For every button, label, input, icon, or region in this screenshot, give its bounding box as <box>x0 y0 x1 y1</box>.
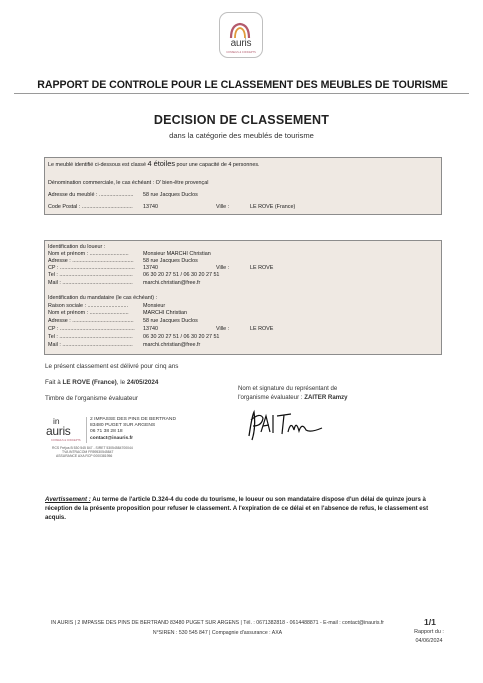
decision-title: DECISION DE CLASSEMENT <box>153 113 330 127</box>
loueur-ville-value: LE ROVE <box>250 265 274 271</box>
mandataire-nom-value: MARCHI Christian <box>143 310 188 316</box>
loueur-tel-value: 06 30 20 27 51 / 06 30 20 27 51 <box>143 272 220 278</box>
fait-date: 24/05/2024 <box>126 379 159 386</box>
meuble-cp-value: 13740 <box>143 204 158 210</box>
auris-logo <box>219 12 263 58</box>
meuble-ville-label: Ville : <box>216 204 230 210</box>
signatory-block <box>238 385 348 403</box>
mandataire-nom-label: Nom et prénom : .......................... <box>48 310 129 316</box>
stamp-legal: RCS Fréjus B 530 545 847 - SIRET 53054584700044 TVA INTRACOM FR59530545847 ASSURANCE AXA RCP 0000381956 <box>52 446 133 459</box>
classement-intro: Le meublé identifié ci-dessous est classé 4 étoiles pour une capacité de 4 personnes. <box>48 159 260 168</box>
fait-line: Fait à LE ROVE (France), le 24/05/2024 <box>45 379 159 386</box>
mandataire-mail-label: Mail : ............................................... <box>48 342 133 348</box>
loueur-cp-label: CP : .................................................. <box>48 265 135 271</box>
meuble-ville-value: LE ROVE (France) <box>250 204 296 210</box>
mandataire-tel-value: 06 30 20 27 51 / 06 30 20 27 51 <box>143 334 220 340</box>
mandataire-raison-label: Raison sociale : ........................... <box>48 303 128 309</box>
report-date-block <box>406 628 452 645</box>
classement-box <box>44 157 442 215</box>
stamp-address: 2 IMPASSE DES PINS DE BERTRAND 83480 PUGET SUR ARGENS 06 71 38 28 18 contact@inauris.fr <box>90 417 176 441</box>
logo-word: auris <box>230 38 252 49</box>
warning-paragraph <box>45 495 440 523</box>
mandataire-heading: Identification du mandataire (le cas échéant) : <box>48 295 158 301</box>
stamp-divider <box>86 417 87 443</box>
loueur-nom-value: Monsieur MARCHI Christian <box>143 251 211 257</box>
report-date-value: 04/06/2024 <box>415 637 443 644</box>
mandataire-cp-label: CP : .................................................. <box>48 326 135 332</box>
mandataire-cp-value: 13740 <box>143 326 158 332</box>
mandataire-ville-value: LE ROVE <box>250 326 274 332</box>
meuble-address-label: Adresse du meublé : ....................... <box>48 192 134 198</box>
footer-line2: N°SIREN : 530 545 847 | Compagnie d'assurance : AXA <box>152 630 283 636</box>
meuble-cp-label: Code Postal : .................................. <box>48 204 133 210</box>
mandataire-raison-value: Monsieur <box>143 303 166 309</box>
signatory-line1: Nom et signature du représentant de <box>238 385 338 392</box>
signatory-line2: l'organisme évaluateur : ZAITER Ramzy <box>238 393 348 401</box>
report-date-label: Rapport du : <box>414 629 444 635</box>
mandataire-adresse-value: 58 rue Jacques Duclos <box>143 318 198 324</box>
mandataire-mail-value: marchi.christian@free.fr <box>143 342 201 348</box>
handwritten-signature <box>246 406 326 444</box>
denomination-value: O' bien-être provençal <box>155 180 209 186</box>
logo-arches-icon <box>227 21 253 39</box>
page-number: 1/1 <box>424 617 436 627</box>
fait-place: LE ROVE (France) <box>62 379 117 386</box>
title-rule <box>14 93 469 94</box>
mandataire-tel-label: Tel : ................................................. <box>48 334 133 340</box>
loueur-adresse-value: 58 rue Jacques Duclos <box>143 258 198 264</box>
logo-tagline: CONSEILS & CONCEPTS <box>226 51 256 54</box>
loueur-mail-label: Mail : ............................................... <box>48 280 133 286</box>
footer <box>30 618 405 638</box>
signatory-name: ZAITER Ramzy <box>304 393 348 401</box>
warning-text: Au terme de l'article D.324-4 du code du tourisme, le loueur ou son mandataire dispose d'un délai de quinze jours à réception de la présente proposition pour refuser le classement. A l'expiration de ce délai et en l'absence de refus, le classement est acquis. <box>45 496 429 522</box>
loueur-tel-label: Tel : ................................................. <box>48 272 133 278</box>
mandataire-adresse-label: Adresse : ......................................... <box>48 318 134 324</box>
loueur-mail-value: marchi.christian@free.fr <box>143 280 201 286</box>
timbre-label: Timbre de l'organisme évaluateur <box>45 395 139 402</box>
loueur-cp-value: 13740 <box>143 265 158 271</box>
denomination-row: Dénomination commerciale, le cas échéant : O' bien-être provençal <box>48 180 209 186</box>
meuble-address-value: 58 rue Jacques Duclos <box>143 192 198 198</box>
mandataire-ville-label: Ville : <box>216 326 230 332</box>
loueur-nom-label: Nom et prénom : .......................... <box>48 251 129 257</box>
stars-value: 4 étoiles <box>147 159 176 168</box>
stamp-logo: in auris CONSEILS & CONCEPTS <box>46 416 81 442</box>
warning-label: Avertissement : <box>45 496 91 503</box>
loueur-ville-label: Ville : <box>216 265 230 271</box>
identification-box <box>44 240 442 355</box>
loueur-adresse-label: Adresse : ......................................... <box>48 258 134 264</box>
footer-line1: IN AURIS | 2 IMPASSE DES PINS DE BERTRAND 83480 PUGET SUR ARGENS | Tél. : 0671382818 - 0614488871 - E-mail : contact@inauris.fr <box>50 620 385 626</box>
decision-subtitle: dans la catégorie des meublés de tourisme <box>169 131 314 140</box>
loueur-heading: Identification du loueur : <box>48 244 106 250</box>
report-title: RAPPORT DE CONTROLE POUR LE CLASSEMENT DES MEUBLES DE TOURISME <box>37 79 448 91</box>
validity-note: Le présent classement est délivré pour cinq ans <box>45 363 179 370</box>
